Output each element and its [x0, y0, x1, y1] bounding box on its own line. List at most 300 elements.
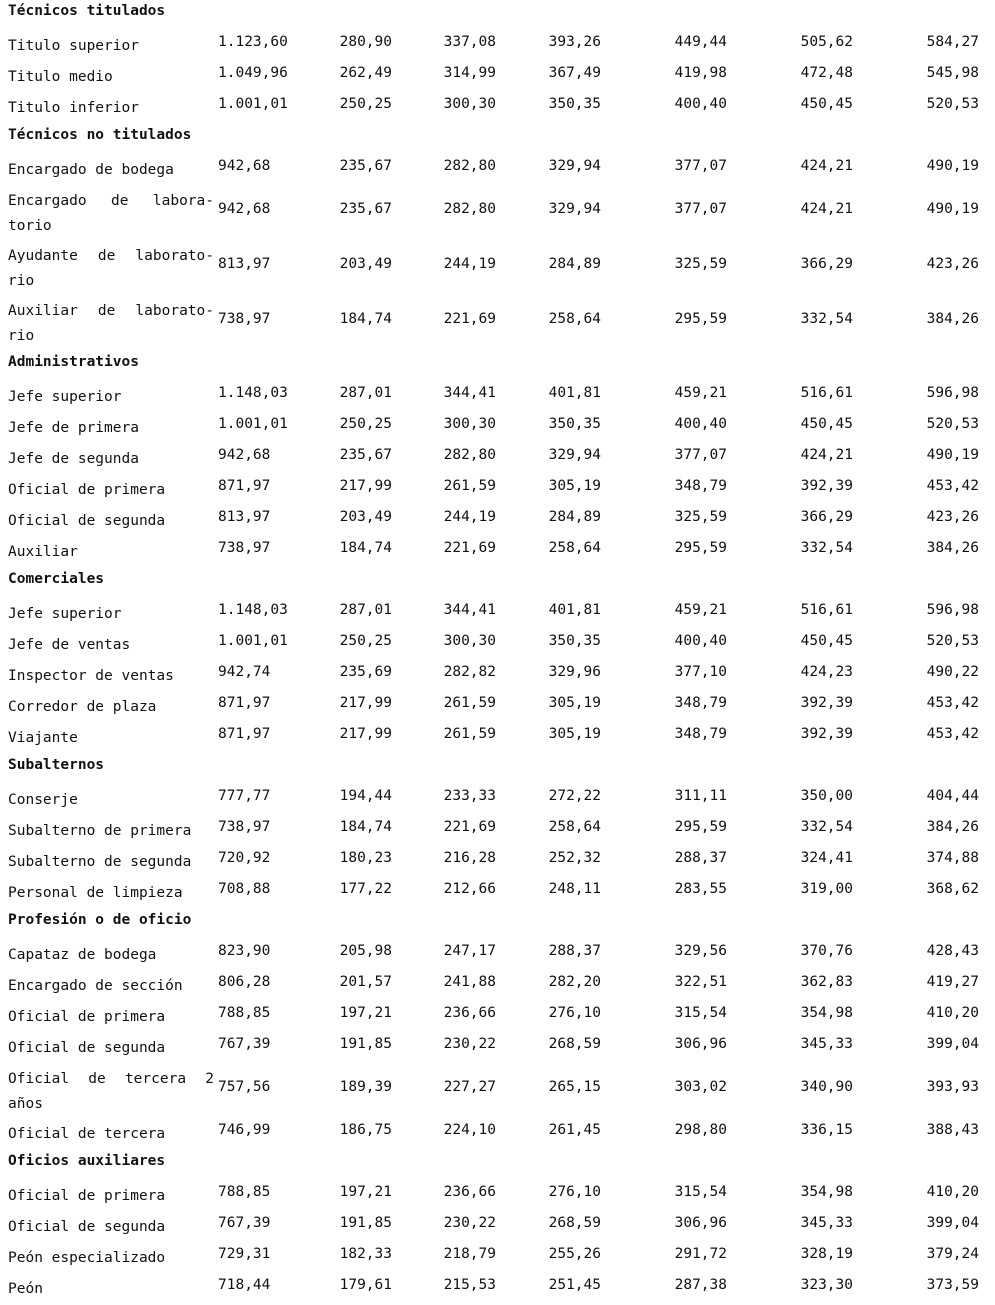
salary-cell: 261,59 [443, 726, 496, 742]
salary-cell: 400,40 [674, 416, 727, 432]
salary-cell: 767,39 [218, 1215, 271, 1231]
table-row [8, 1064, 988, 1119]
table-row [8, 785, 988, 816]
salary-cell: 258,64 [548, 311, 601, 327]
category-label: Subalterno de segunda [8, 854, 192, 870]
salary-cell: 251,45 [548, 1277, 601, 1293]
category-label: Titulo inferior [8, 100, 139, 116]
category-label: Auxiliar de laborato-rio [8, 303, 214, 344]
salary-cell: 282,82 [443, 664, 496, 680]
salary-cell: 374,88 [926, 850, 979, 866]
salary-cell: 419,98 [674, 65, 727, 81]
salary-cell: 813,97 [218, 509, 271, 525]
salary-cell: 708,88 [218, 881, 271, 897]
salary-cell: 449,44 [674, 34, 727, 50]
salary-cell: 392,39 [800, 726, 853, 742]
salary-cell: 247,17 [443, 943, 496, 959]
salary-cell: 459,21 [674, 602, 727, 618]
salary-cell: 377,10 [674, 664, 727, 680]
salary-cell: 315,54 [674, 1184, 727, 1200]
salary-cell: 194,44 [339, 788, 392, 804]
salary-cell: 287,38 [674, 1277, 727, 1293]
salary-cell: 305,19 [548, 695, 601, 711]
table-row [8, 413, 988, 444]
table-row [8, 475, 988, 506]
category-label: Jefe superior [8, 389, 122, 405]
salary-cell: 332,54 [800, 311, 853, 327]
salary-cell: 177,22 [339, 881, 392, 897]
category-label: Oficial de primera [8, 1188, 166, 1204]
salary-cell: 280,90 [339, 34, 392, 50]
salary-cell: 329,94 [548, 201, 601, 217]
salary-cell: 813,97 [218, 256, 271, 272]
salary-cell: 384,26 [926, 819, 979, 835]
salary-cell: 184,74 [339, 819, 392, 835]
salary-cell: 450,45 [800, 416, 853, 432]
category-label: Peón [8, 1281, 43, 1297]
salary-cell: 314,99 [443, 65, 496, 81]
salary-cell: 179,61 [339, 1277, 392, 1293]
category-label: Encargado de bodega [8, 162, 174, 178]
salary-cell: 1.001,01 [218, 96, 288, 112]
salary-cell: 184,74 [339, 311, 392, 327]
salary-cell: 261,59 [443, 478, 496, 494]
salary-cell: 399,04 [926, 1036, 979, 1052]
salary-cell: 216,28 [443, 850, 496, 866]
salary-cell: 942,68 [218, 201, 271, 217]
salary-cell: 311,11 [674, 788, 727, 804]
section-row [8, 754, 988, 785]
salary-cell: 392,39 [800, 695, 853, 711]
category-label: Encargado de sección [8, 978, 183, 994]
salary-cell: 221,69 [443, 819, 496, 835]
salary-cell: 203,49 [339, 256, 392, 272]
salary-cell: 227,27 [443, 1079, 496, 1095]
salary-cell: 315,54 [674, 1005, 727, 1021]
salary-cell: 1.001,01 [218, 633, 288, 649]
salary-cell: 203,49 [339, 509, 392, 525]
table-row [8, 93, 988, 124]
category-label: Capataz de bodega [8, 947, 157, 963]
salary-cell: 224,10 [443, 1122, 496, 1138]
category-label: Titulo medio [8, 69, 113, 85]
category-label: Peón especializado [8, 1250, 166, 1266]
salary-cell: 366,29 [800, 256, 853, 272]
salary-cell: 1.148,03 [218, 385, 288, 401]
table-row [8, 692, 988, 723]
salary-cell: 287,01 [339, 602, 392, 618]
table-row [8, 630, 988, 661]
salary-cell: 757,56 [218, 1079, 271, 1095]
salary-cell: 344,41 [443, 385, 496, 401]
section-title: Oficios auxiliares [8, 1153, 166, 1169]
salary-cell: 236,66 [443, 1005, 496, 1021]
salary-cell: 453,42 [926, 478, 979, 494]
salary-cell: 191,85 [339, 1036, 392, 1052]
section-row [8, 124, 988, 155]
salary-cell: 197,21 [339, 1184, 392, 1200]
salary-cell: 217,99 [339, 726, 392, 742]
salary-cell: 746,99 [218, 1122, 271, 1138]
salary-cell: 337,08 [443, 34, 496, 50]
salary-cell: 230,22 [443, 1215, 496, 1231]
salary-cell: 250,25 [339, 416, 392, 432]
salary-cell: 379,24 [926, 1246, 979, 1262]
section-title: Administrativos [8, 354, 139, 370]
section-row [8, 568, 988, 599]
table-row [8, 723, 988, 754]
salary-cell: 217,99 [339, 478, 392, 494]
salary-cell: 942,68 [218, 447, 271, 463]
salary-cell: 235,69 [339, 664, 392, 680]
salary-cell: 871,97 [218, 726, 271, 742]
salary-cell: 1.049,96 [218, 65, 288, 81]
salary-cell: 348,79 [674, 726, 727, 742]
salary-cell: 472,48 [800, 65, 853, 81]
category-label: Oficial de primera [8, 482, 166, 498]
salary-cell: 182,33 [339, 1246, 392, 1262]
salary-cell: 424,21 [800, 201, 853, 217]
category-label: Oficial de tercera 2 años [8, 1071, 214, 1112]
salary-table [8, 0, 988, 1305]
table-row [8, 1243, 988, 1274]
salary-cell: 233,33 [443, 788, 496, 804]
salary-cell: 306,96 [674, 1036, 727, 1052]
salary-cell: 221,69 [443, 540, 496, 556]
salary-cell: 248,11 [548, 881, 601, 897]
salary-cell: 350,00 [800, 788, 853, 804]
salary-cell: 584,27 [926, 34, 979, 50]
salary-cell: 424,23 [800, 664, 853, 680]
salary-cell: 942,74 [218, 664, 271, 680]
salary-cell: 235,67 [339, 447, 392, 463]
salary-cell: 189,39 [339, 1079, 392, 1095]
salary-cell: 284,89 [548, 509, 601, 525]
section-title: Técnicos no titulados [8, 127, 192, 143]
section-row [8, 909, 988, 940]
salary-cell: 423,26 [926, 509, 979, 525]
salary-cell: 490,22 [926, 664, 979, 680]
salary-cell: 215,53 [443, 1277, 496, 1293]
table-row [8, 444, 988, 475]
salary-cell: 367,49 [548, 65, 601, 81]
salary-cell: 305,19 [548, 726, 601, 742]
salary-cell: 272,22 [548, 788, 601, 804]
salary-cell: 788,85 [218, 1184, 271, 1200]
table-row [8, 1212, 988, 1243]
salary-cell: 221,69 [443, 311, 496, 327]
table-row [8, 661, 988, 692]
salary-cell: 344,41 [443, 602, 496, 618]
section-title: Comerciales [8, 571, 105, 587]
table-row [8, 1033, 988, 1064]
salary-cell: 324,41 [800, 850, 853, 866]
salary-cell: 377,07 [674, 158, 727, 174]
salary-cell: 520,53 [926, 633, 979, 649]
salary-cell: 235,67 [339, 201, 392, 217]
salary-cell: 823,90 [218, 943, 271, 959]
category-label: Jefe superior [8, 606, 122, 622]
salary-cell: 329,96 [548, 664, 601, 680]
salary-cell: 393,93 [926, 1079, 979, 1095]
salary-cell: 596,98 [926, 385, 979, 401]
salary-cell: 453,42 [926, 695, 979, 711]
salary-cell: 490,19 [926, 201, 979, 217]
salary-cell: 767,39 [218, 1036, 271, 1052]
table-row [8, 1274, 988, 1305]
salary-cell: 392,39 [800, 478, 853, 494]
salary-cell: 180,23 [339, 850, 392, 866]
salary-cell: 283,55 [674, 881, 727, 897]
salary-cell: 419,27 [926, 974, 979, 990]
salary-cell: 288,37 [674, 850, 727, 866]
salary-cell: 268,59 [548, 1036, 601, 1052]
table-row [8, 186, 988, 241]
salary-cell: 520,53 [926, 416, 979, 432]
salary-cell: 1.148,03 [218, 602, 288, 618]
salary-cell: 354,98 [800, 1184, 853, 1200]
salary-cell: 410,20 [926, 1184, 979, 1200]
salary-cell: 282,20 [548, 974, 601, 990]
salary-cell: 596,98 [926, 602, 979, 618]
salary-cell: 329,56 [674, 943, 727, 959]
category-label: Encargado de labora-torio [8, 193, 214, 234]
table-row [8, 816, 988, 847]
category-label: Oficial de segunda [8, 1040, 166, 1056]
salary-cell: 255,26 [548, 1246, 601, 1262]
salary-cell: 490,19 [926, 447, 979, 463]
salary-cell: 404,44 [926, 788, 979, 804]
salary-cell: 287,01 [339, 385, 392, 401]
salary-cell: 520,53 [926, 96, 979, 112]
category-label: Oficial de primera [8, 1009, 166, 1025]
salary-cell: 332,54 [800, 540, 853, 556]
salary-cell: 282,80 [443, 201, 496, 217]
salary-cell: 729,31 [218, 1246, 271, 1262]
salary-cell: 340,90 [800, 1079, 853, 1095]
table-row [8, 847, 988, 878]
table-row [8, 296, 988, 351]
salary-cell: 505,62 [800, 34, 853, 50]
salary-cell: 1.123,60 [218, 34, 288, 50]
salary-cell: 241,88 [443, 974, 496, 990]
table-row [8, 1002, 988, 1033]
salary-cell: 261,45 [548, 1122, 601, 1138]
table-row [8, 537, 988, 568]
salary-cell: 738,97 [218, 819, 271, 835]
table-row [8, 971, 988, 1002]
salary-cell: 282,80 [443, 158, 496, 174]
table-row [8, 155, 988, 186]
salary-cell: 410,20 [926, 1005, 979, 1021]
table-row [8, 940, 988, 971]
salary-cell: 295,59 [674, 311, 727, 327]
salary-cell: 348,79 [674, 478, 727, 494]
salary-cell: 400,40 [674, 633, 727, 649]
salary-cell: 350,35 [548, 96, 601, 112]
salary-cell: 295,59 [674, 819, 727, 835]
salary-cell: 244,19 [443, 509, 496, 525]
salary-cell: 230,22 [443, 1036, 496, 1052]
salary-cell: 720,92 [218, 850, 271, 866]
salary-cell: 258,64 [548, 540, 601, 556]
category-label: Oficial de segunda [8, 1219, 166, 1235]
salary-cell: 268,59 [548, 1215, 601, 1231]
salary-cell: 332,54 [800, 819, 853, 835]
category-label: Oficial de segunda [8, 513, 166, 529]
salary-cell: 328,19 [800, 1246, 853, 1262]
salary-cell: 370,76 [800, 943, 853, 959]
salary-cell: 399,04 [926, 1215, 979, 1231]
salary-cell: 265,15 [548, 1079, 601, 1095]
salary-cell: 345,33 [800, 1036, 853, 1052]
salary-cell: 184,74 [339, 540, 392, 556]
table-row [8, 1119, 988, 1150]
salary-cell: 323,30 [800, 1277, 853, 1293]
salary-cell: 325,59 [674, 256, 727, 272]
salary-cell: 322,51 [674, 974, 727, 990]
table-row [8, 31, 988, 62]
table-row [8, 62, 988, 93]
category-label: Subalterno de primera [8, 823, 192, 839]
category-label: Auxiliar [8, 544, 78, 560]
salary-cell: 205,98 [339, 943, 392, 959]
salary-cell: 453,42 [926, 726, 979, 742]
salary-cell: 428,43 [926, 943, 979, 959]
salary-cell: 276,10 [548, 1184, 601, 1200]
salary-cell: 300,30 [443, 633, 496, 649]
salary-cell: 348,79 [674, 695, 727, 711]
section-row [8, 1150, 988, 1181]
salary-cell: 250,25 [339, 96, 392, 112]
salary-cell: 336,15 [800, 1122, 853, 1138]
category-label: Jefe de primera [8, 420, 139, 436]
salary-cell: 384,26 [926, 311, 979, 327]
salary-cell: 516,61 [800, 602, 853, 618]
section-title: Profesión o de oficio [8, 912, 192, 928]
salary-cell: 354,98 [800, 1005, 853, 1021]
salary-cell: 300,30 [443, 416, 496, 432]
salary-cell: 345,33 [800, 1215, 853, 1231]
salary-cell: 306,96 [674, 1215, 727, 1231]
salary-cell: 197,21 [339, 1005, 392, 1021]
salary-cell: 258,64 [548, 819, 601, 835]
salary-cell: 212,66 [443, 881, 496, 897]
salary-cell: 362,83 [800, 974, 853, 990]
salary-cell: 235,67 [339, 158, 392, 174]
table-row [8, 599, 988, 630]
salary-cell: 276,10 [548, 1005, 601, 1021]
salary-cell: 423,26 [926, 256, 979, 272]
salary-cell: 871,97 [218, 695, 271, 711]
salary-cell: 516,61 [800, 385, 853, 401]
table-row [8, 241, 988, 296]
salary-cell: 450,45 [800, 633, 853, 649]
salary-cell: 384,26 [926, 540, 979, 556]
salary-cell: 305,19 [548, 478, 601, 494]
section-row [8, 351, 988, 382]
salary-cell: 393,26 [548, 34, 601, 50]
salary-cell: 788,85 [218, 1005, 271, 1021]
salary-cell: 300,30 [443, 96, 496, 112]
salary-cell: 329,94 [548, 158, 601, 174]
category-label: Inspector de ventas [8, 668, 174, 684]
category-label: Jefe de segunda [8, 451, 139, 467]
salary-cell: 295,59 [674, 540, 727, 556]
salary-cell: 329,94 [548, 447, 601, 463]
section-title: Técnicos titulados [8, 3, 166, 19]
salary-cell: 350,35 [548, 633, 601, 649]
salary-cell: 262,49 [339, 65, 392, 81]
salary-cell: 388,43 [926, 1122, 979, 1138]
salary-cell: 424,21 [800, 447, 853, 463]
category-label: Jefe de ventas [8, 637, 131, 653]
section-row [8, 0, 988, 31]
salary-cell: 377,07 [674, 201, 727, 217]
salary-cell: 252,32 [548, 850, 601, 866]
table-row [8, 382, 988, 413]
salary-cell: 718,44 [218, 1277, 271, 1293]
salary-cell: 201,57 [339, 974, 392, 990]
category-label: Ayudante de laborato-rio [8, 248, 214, 289]
salary-cell: 490,19 [926, 158, 979, 174]
salary-cell: 738,97 [218, 540, 271, 556]
salary-cell: 319,00 [800, 881, 853, 897]
salary-cell: 942,68 [218, 158, 271, 174]
salary-cell: 291,72 [674, 1246, 727, 1262]
salary-cell: 282,80 [443, 447, 496, 463]
category-label: Personal de limpieza [8, 885, 183, 901]
table-row [8, 506, 988, 537]
salary-cell: 401,81 [548, 602, 601, 618]
category-label: Viajante [8, 730, 78, 746]
salary-cell: 261,59 [443, 695, 496, 711]
salary-cell: 450,45 [800, 96, 853, 112]
salary-cell: 244,19 [443, 256, 496, 272]
salary-cell: 368,62 [926, 881, 979, 897]
salary-cell: 325,59 [674, 509, 727, 525]
salary-cell: 400,40 [674, 96, 727, 112]
salary-cell: 738,97 [218, 311, 271, 327]
salary-cell: 424,21 [800, 158, 853, 174]
salary-cell: 377,07 [674, 447, 727, 463]
salary-cell: 401,81 [548, 385, 601, 401]
salary-cell: 288,37 [548, 943, 601, 959]
category-label: Titulo superior [8, 38, 139, 54]
category-label: Oficial de tercera [8, 1126, 166, 1142]
salary-cell: 236,66 [443, 1184, 496, 1200]
salary-cell: 871,97 [218, 478, 271, 494]
salary-cell: 218,79 [443, 1246, 496, 1262]
category-label: Corredor de plaza [8, 699, 157, 715]
table-row [8, 1181, 988, 1212]
salary-cell: 350,35 [548, 416, 601, 432]
salary-cell: 191,85 [339, 1215, 392, 1231]
salary-cell: 366,29 [800, 509, 853, 525]
section-title: Subalternos [8, 757, 105, 773]
table-row [8, 878, 988, 909]
salary-cell: 298,80 [674, 1122, 727, 1138]
category-label: Conserje [8, 792, 78, 808]
salary-cell: 777,77 [218, 788, 271, 804]
salary-cell: 545,98 [926, 65, 979, 81]
salary-cell: 217,99 [339, 695, 392, 711]
salary-cell: 459,21 [674, 385, 727, 401]
salary-cell: 373,59 [926, 1277, 979, 1293]
salary-cell: 303,02 [674, 1079, 727, 1095]
salary-cell: 186,75 [339, 1122, 392, 1138]
salary-cell: 1.001,01 [218, 416, 288, 432]
